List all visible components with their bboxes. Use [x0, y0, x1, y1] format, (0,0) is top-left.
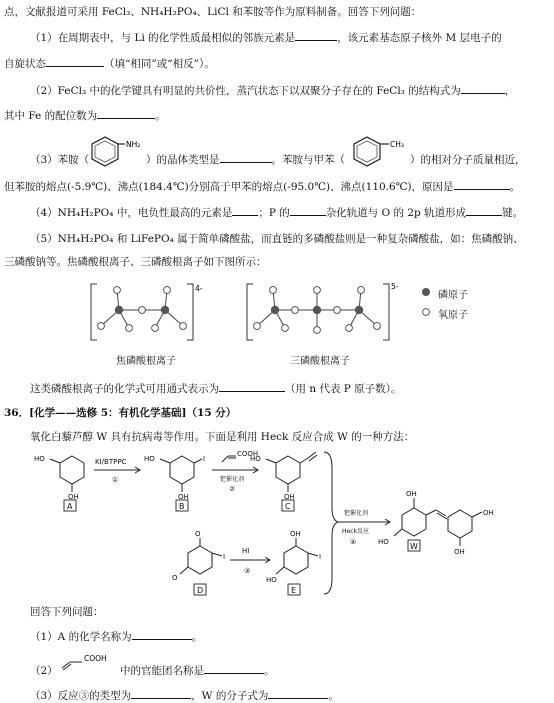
q36-1-blank[interactable]	[132, 629, 192, 640]
label-b: B	[179, 502, 185, 511]
q3-line-2	[4, 179, 520, 194]
q3-text-f: 。	[509, 181, 521, 193]
b-i: I	[203, 455, 206, 463]
q4-blank-3[interactable]	[466, 205, 502, 216]
q2-text-a: （2）FeCl₃ 中的化学键具有明显的共价性，蒸汽状态下以双聚分子存在的 FeCl₃ 的结构式为	[30, 85, 461, 97]
q5-text-a: 这类磷酸根离子的化学式可用通式表示为	[30, 383, 219, 395]
section-36-title: 36．[化学——选修 5：有机化学基础]（15 分）	[4, 407, 237, 419]
q36-2-text-c: 。	[264, 665, 275, 677]
reagent-hi: HI	[242, 547, 250, 555]
w-ho: HO	[378, 538, 389, 546]
q3-text-e: 但苯胺的熔点(-5.9℃)、沸点(184.4℃)分别高于甲苯的熔点(-95.0℃)、沸点(110.6℃)，原因是	[4, 181, 454, 193]
q5-question	[30, 381, 401, 396]
q36-3-line	[30, 688, 339, 703]
answer-prompt: 回答下列问题：	[30, 606, 104, 618]
q1-text-c: 自旋状态	[4, 58, 46, 70]
q2-text-c: 其中 Fe 的配位数为	[4, 110, 98, 122]
step-2: ②	[229, 485, 236, 493]
q4-text-b: ；P 的	[258, 207, 290, 219]
d-i: I	[223, 553, 226, 561]
ch3-label: CH₃	[390, 140, 404, 149]
label-d: D	[197, 586, 204, 595]
q36-3-blank-2[interactable]	[268, 688, 328, 699]
heck-label: Heck反应	[342, 528, 369, 535]
q4-blank-2[interactable]	[290, 205, 326, 216]
q3-blank-1[interactable]	[220, 152, 272, 163]
q3-blank-2[interactable]	[454, 179, 510, 190]
q5-text-b: （用 n 代表 P 原子数）。	[285, 383, 402, 395]
q3-text-b: ）的晶体类型是	[146, 154, 220, 166]
q1-blank-1[interactable]	[295, 30, 337, 41]
acrylic-cooh: COOH	[237, 450, 259, 458]
w-oh-right: OH	[483, 509, 494, 517]
nh2-label: NH₂	[126, 140, 141, 149]
catalyst-1: 钯催化剂	[220, 476, 245, 483]
q4-text-d: 键。	[502, 207, 524, 219]
acrylic-acid-structure	[58, 652, 116, 672]
q36-1-text-a: （1）A 的化学名称为	[30, 631, 132, 643]
q2-line	[30, 83, 515, 98]
q4-line	[30, 205, 523, 220]
q36-2-text-b: 中的官能团名称是	[120, 665, 204, 677]
q36-1-text-b: 。	[191, 631, 203, 643]
q2-blank-1[interactable]	[461, 83, 505, 94]
q3-line-mid	[146, 152, 345, 167]
q2-text-b: ，	[504, 85, 516, 97]
q2-blank-2[interactable]	[97, 108, 155, 119]
acrylic-acid-cooh: COOH	[84, 654, 107, 663]
step-4: ④	[350, 538, 357, 546]
toluene-structure	[345, 131, 409, 175]
w-oh-bottom: OH	[454, 548, 465, 556]
q36-3-text-a: （3）反应③的类型为	[30, 690, 132, 702]
q36-3-text-c: 。	[328, 690, 339, 702]
a-oh: OH	[68, 493, 79, 501]
q1-line-2	[4, 56, 215, 71]
d-o-top: O	[195, 530, 201, 538]
q36-2-blank[interactable]	[204, 663, 264, 674]
q1-text-d: （填“相同”或“相反”）。	[104, 58, 215, 70]
catalyst-2: 钯催化剂	[344, 510, 369, 517]
b-oh: OH	[178, 493, 189, 501]
e-oh: OH	[290, 530, 301, 538]
label-e: E	[291, 586, 297, 595]
q3-text-c: 。苯胺与甲苯（	[271, 154, 345, 166]
q1-blank-2[interactable]	[46, 56, 104, 67]
c-ho: HO	[250, 455, 261, 463]
e-ho: HO	[266, 576, 277, 584]
aniline-structure	[83, 131, 145, 175]
q4-text-a: （4）NH₄H₂PO₄ 中，电负性最高的元素是	[30, 207, 233, 219]
a-ho: HO	[34, 455, 45, 463]
charge-5: 5-	[391, 282, 399, 291]
charge-4: 4-	[195, 284, 203, 293]
q5-line-2: 三磷酸钠等。焦磷酸根离子、三磷酸根离子如下图所示：	[4, 256, 267, 268]
q2-line-2	[4, 108, 166, 123]
w-oh-top: OH	[406, 490, 417, 498]
step-3: ③	[244, 567, 251, 575]
legend-oxygen: 氧原子	[438, 310, 468, 321]
label-a: A	[67, 502, 73, 511]
q1-text-a: （1）在周期表中，与 Li 的化学性质最相似的邻族元素是	[30, 32, 296, 44]
label-c: C	[285, 502, 291, 511]
intro-line: 点，文献报道可采用 FeCl₃、NH₄H₂PO₄、LiCl 和苯胺等作为原料制备。回答下列问题：	[4, 6, 422, 18]
q36-2-line	[120, 663, 275, 678]
q5-line: （5）NH₄H₂PO₄ 和 LiFePO₄ 属于简单磷酸盐，而直链的多磷酸盐则是一种复杂磷酸盐，如：焦磷酸钠、	[30, 233, 524, 245]
q5-blank[interactable]	[219, 381, 285, 392]
q4-blank-1[interactable]	[232, 205, 258, 216]
q3-text-d: ）的相对分子质量相近，	[410, 154, 526, 166]
caption-triphosphate: 三磷酸根离子	[290, 356, 350, 367]
legend-phosphorus: 磷原子	[438, 290, 468, 301]
q4-text-c: 杂化轨道与 O 的 2p 轨道形成	[325, 207, 467, 219]
q36-3-text-b: ，W 的分子式为	[191, 690, 269, 702]
q1-line	[30, 30, 502, 45]
d-o-bottom: O	[172, 574, 178, 582]
q3-text-a: （3）苯胺（	[30, 154, 90, 166]
legend-markers	[420, 286, 432, 322]
phosphate-ions-figure	[85, 278, 415, 350]
q2-text-d: 。	[155, 110, 166, 122]
q1-text-b: ，该元素基态原子核外 M 层电子的	[337, 32, 502, 44]
q36-2-text-a: （2）	[30, 665, 58, 677]
e-i: I	[319, 553, 322, 561]
label-w: W	[410, 542, 418, 551]
q36-3-blank-1[interactable]	[131, 688, 191, 699]
c-oh: OH	[284, 493, 295, 501]
step-1: ①	[112, 476, 119, 484]
b-ho: HO	[144, 455, 155, 463]
section-36-intro: 氧化白藜芦醇 W 具有抗病毒等作用。下面是利用 Heck 反应合成 W 的一种方法：	[30, 431, 415, 443]
reagent-1: KI/BTPPC	[95, 458, 127, 466]
caption-pyrophosphate: 焦磷酸根离子	[116, 356, 176, 367]
q36-1-line	[30, 629, 202, 644]
synthesis-scheme	[32, 448, 548, 600]
